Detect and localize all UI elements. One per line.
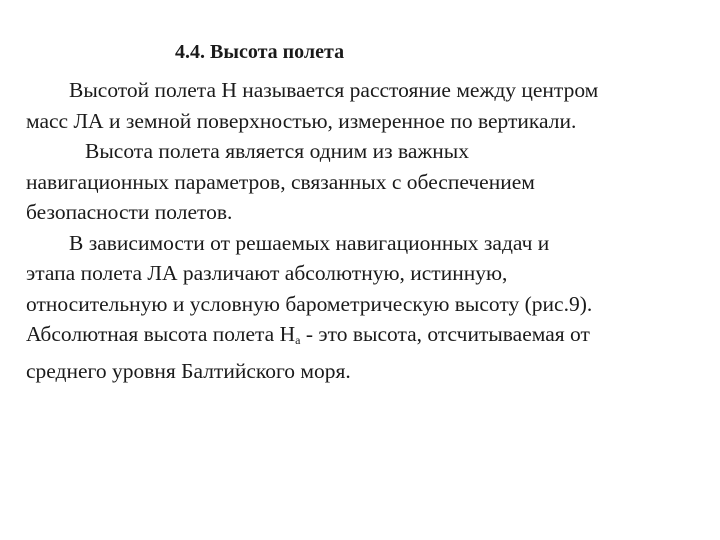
paragraph-line: В зависимости от решаемых навигационных задач и [69,230,550,255]
body-text [26,75,696,386]
paragraph-line: Высота полета является одним из важных [85,139,469,163]
text-segment: Абсолютная высота полета Н [26,322,296,346]
paragraph-line: Высотой полета Н называется расстояние между центром [69,78,599,102]
paragraph-line: относительную и условную барометрическую высоту (рис.9). [26,291,593,316]
text-segment: - это высота, отсчитываемая от [300,322,590,346]
subscript-a: а [295,333,301,347]
paragraph-line: среднего уровня Балтийского моря. [26,358,351,383]
paragraph-line: безопасности полетов. [26,200,233,224]
paragraph-line: навигационных параметров, связанных с обеспечением [26,169,535,194]
paragraph-line: этапа полета ЛА различают абсолютную, истинную, [26,261,508,285]
section-heading: 4.4. Высота полета [175,41,345,63]
paragraph-line: масс ЛА и земной поверхностью, измеренное по вертикали. [26,108,577,133]
paragraph-line-with-subscript [26,319,696,356]
